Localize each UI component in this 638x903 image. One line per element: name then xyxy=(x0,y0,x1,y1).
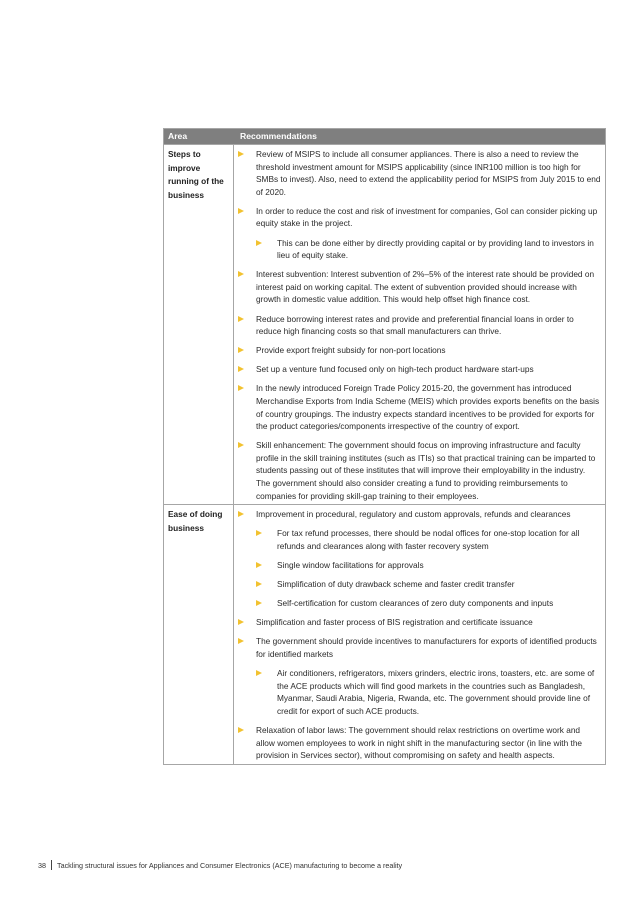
recommendation-item xyxy=(234,724,601,762)
recommendation-item xyxy=(234,344,601,357)
footer-divider xyxy=(51,860,52,870)
bullet-arrow-icon xyxy=(256,530,262,536)
bullet-arrow-icon xyxy=(238,442,244,448)
recommendation-item xyxy=(234,148,601,198)
sub-recommendation-item xyxy=(234,237,601,262)
page-footer xyxy=(38,858,402,872)
bullet-arrow-icon xyxy=(238,208,244,214)
recommendation-text: Reduce borrowing interest rates and provide and preferential financial loans in order to reduce high financing costs so that small manufacturers can thrive. xyxy=(256,313,574,337)
recommendation-text: Set up a venture fund focused only on high-tech product hardware start-ups xyxy=(256,364,534,375)
area-cell: Steps to improve running of the business xyxy=(164,145,234,504)
recommendation-text: Review of MSIPS to include all consumer appliances. There is also a need to review the threshold investment amount for MSIPS applicability (since INR100 million is too high for SMBs to invest). Also, need to extend the applicability period for MSIPS from July 2015 to end of 2020. xyxy=(256,149,601,197)
recommendation-item xyxy=(234,268,601,306)
recommendation-text: In order to reduce the cost and risk of investment for companies, GoI can consider picking up equity stake in the project. xyxy=(256,205,598,229)
recommendation-item xyxy=(234,616,601,629)
recommendation-text: Interest subvention: Interest subvention of 2%–5% of the interest rate should be provided on interest paid on working capital. The extent of subvention provided should increase with growth in domestic value addition. This would help offset high finance cost. xyxy=(256,269,595,305)
bullet-arrow-icon xyxy=(238,271,244,277)
recommendation-text: In the newly introduced Foreign Trade Policy 2015-20, the government has introduced Merchandise Exports from India Scheme (MEIS) which provides exports benefits on the basis of country groupings. The industry expects standard incentives to be provided for exports for the product categories/components irrespective of the country of export. xyxy=(256,383,600,432)
recommendation-text: Relaxation of labor laws: The government should relax restrictions on overtime work and allow women employees to work in night shift in the manufacturing sector (in line with the provision in Services sector), without compromising on safety and health aspects. xyxy=(256,724,583,761)
recommendation-item xyxy=(234,439,601,502)
recommendation-item xyxy=(234,635,601,660)
bullet-arrow-icon xyxy=(256,581,262,587)
bullet-arrow-icon xyxy=(238,151,244,157)
sub-recommendation-item xyxy=(234,597,601,610)
recommendations-cell xyxy=(234,505,605,764)
recommendation-text: Simplification and faster process of BIS registration and certificate issuance xyxy=(256,617,533,628)
bullet-arrow-icon xyxy=(238,727,244,733)
bullet-arrow-icon xyxy=(256,600,262,606)
recommendation-item xyxy=(234,363,601,376)
page-number: 38 xyxy=(38,860,46,870)
recommendations-table xyxy=(163,128,606,765)
recommendation-text: Provide export freight subsidy for non-port locations xyxy=(256,345,446,356)
table-row xyxy=(164,144,605,504)
bullet-arrow-icon xyxy=(238,619,244,625)
bullet-arrow-icon xyxy=(238,366,244,372)
bullet-arrow-icon xyxy=(238,347,244,353)
header-area: Area xyxy=(168,131,188,141)
recommendation-item xyxy=(234,205,601,230)
recommendation-item xyxy=(234,508,601,521)
sub-recommendation-item xyxy=(234,527,601,552)
recommendation-text: Skill enhancement: The government should focus on improving infrastructure and faculty profile in the skill training institutes (such as ITIs) so that practical training can be imparted to students passing out of these institutes that will improve their employability in the industry. The government should also consider creating a fund to providing reimbursements to companies for providing skill-gap training to their employees. xyxy=(256,440,596,501)
recommendation-text: Simplification of duty drawback scheme and faster credit transfer xyxy=(277,579,515,590)
recommendation-text: This can be done either by directly providing capital or by providing land to investors in lieu of equity stake. xyxy=(277,237,594,261)
bullet-arrow-icon xyxy=(238,316,244,322)
header-recommendations: Recommendations xyxy=(240,131,317,141)
recommendation-text: The government should provide incentives to manufacturers for exports of identified products for identified markets xyxy=(256,636,597,659)
sub-recommendation-item xyxy=(234,578,601,591)
recommendations-cell xyxy=(234,145,605,504)
sub-recommendation-item xyxy=(234,559,601,572)
bullet-arrow-icon xyxy=(238,511,244,517)
bullet-arrow-icon xyxy=(238,638,244,644)
footer-title: Tackling structural issues for Appliances and Consumer Electronics (ACE) manufacturing to become a reality xyxy=(57,860,403,870)
table-header xyxy=(164,129,605,144)
recommendation-item xyxy=(234,313,601,338)
bullet-arrow-icon xyxy=(256,562,262,568)
table-body xyxy=(164,144,605,764)
recommendation-item xyxy=(234,382,601,432)
recommendation-text: Self-certification for custom clearances of zero duty components and inputs xyxy=(277,598,554,609)
recommendation-text: Air conditioners, refrigerators, mixers grinders, electric irons, toasters, etc. are some of the ACE products which will find good markets in the countries such as Bangladesh, Myanmar, Saudi Arabia, Nigeria, Rwanda, etc. The government should provide line of credit for export of such ACE products. xyxy=(277,668,595,716)
recommendation-text: For tax refund processes, there should be nodal offices for one-stop location for all refunds and clearances along with faster recovery system xyxy=(277,528,580,551)
table-row xyxy=(164,504,605,764)
area-cell: Ease of doing business xyxy=(164,505,234,764)
recommendation-text: Improvement in procedural, regulatory and custom approvals, refunds and clearances xyxy=(256,509,571,520)
recommendation-text: Single window facilitations for approvals xyxy=(277,560,424,571)
bullet-arrow-icon xyxy=(256,240,262,246)
bullet-arrow-icon xyxy=(256,670,262,676)
sub-recommendation-item xyxy=(234,667,601,717)
bullet-arrow-icon xyxy=(238,385,244,391)
